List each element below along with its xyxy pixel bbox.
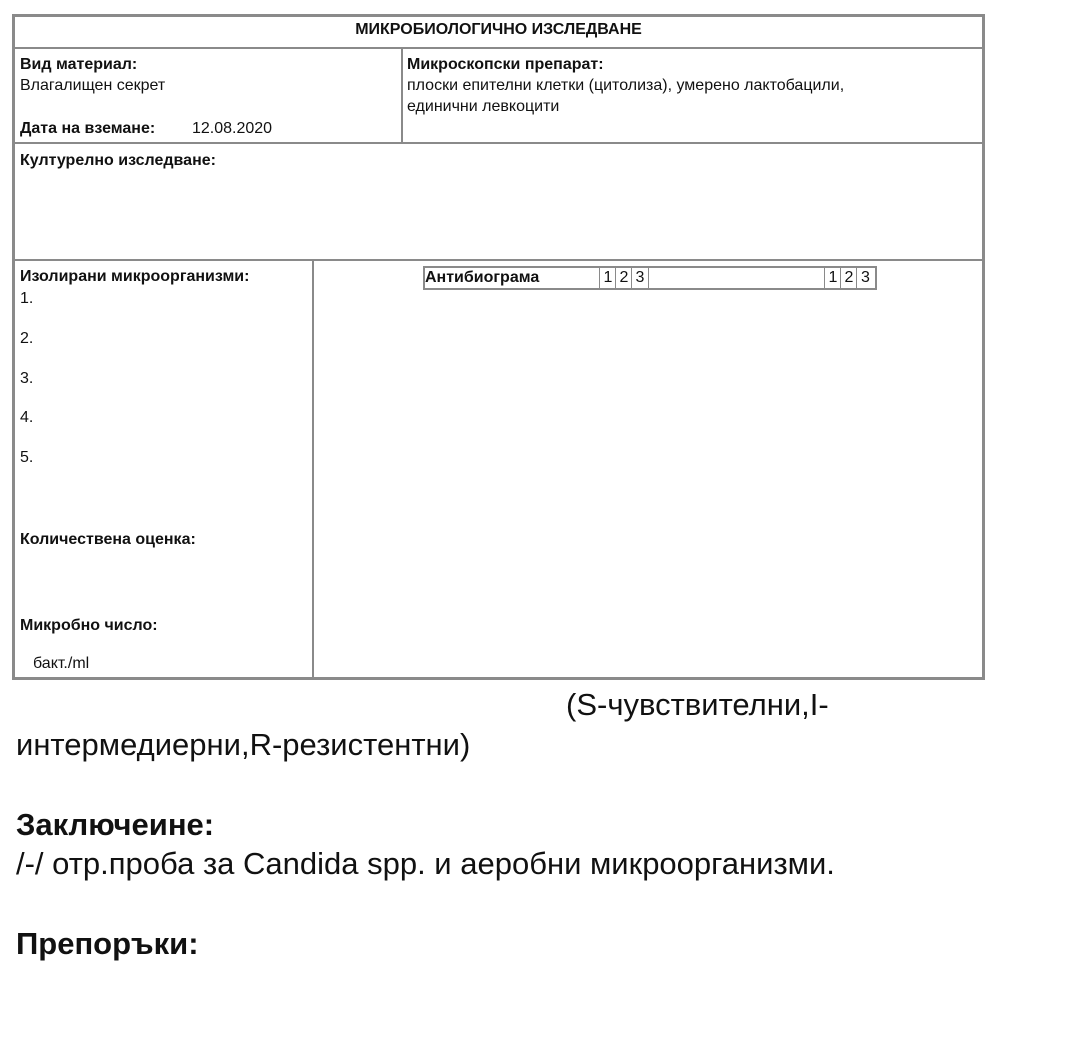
divider — [15, 142, 982, 144]
legend-line-2: интермедиерни,R-резистентни) — [16, 727, 471, 762]
divider — [15, 47, 982, 49]
culture-label: Културелно изследване: — [20, 152, 216, 169]
antibiogram-name-cell — [648, 268, 825, 288]
material-value: Влагалищен секрет — [20, 77, 166, 94]
isolated-item: 2. — [20, 330, 34, 347]
antibiogram-table — [423, 266, 877, 290]
microscopy-label: Микроскопски препарат: — [407, 56, 604, 73]
isolated-item: 5. — [20, 449, 34, 466]
isolated-item: 3. — [20, 370, 34, 387]
antibiogram-label: Антибиограма — [425, 269, 540, 286]
antibiogram-col: 2 — [840, 268, 857, 288]
antibiogram-col: 3 — [631, 268, 648, 288]
microscopy-line-1: плоски епителни клетки (цитолиза), умерено лактобацили, — [407, 77, 845, 94]
isolated-item: 1. — [20, 290, 34, 307]
conclusion-text: /-/ отр.проба за Candida spp. и аеробни микроорганизми. — [16, 846, 835, 881]
date-value: 12.08.2020 — [192, 120, 273, 137]
divider — [401, 47, 403, 143]
conclusion-label: Заключеине: — [16, 807, 215, 842]
antibiogram-col: 1 — [824, 268, 841, 288]
isolated-item: 4. — [20, 409, 34, 426]
count-label: Микробно число: — [20, 617, 158, 634]
form-title: МИКРОБИОЛОГИЧНО ИЗСЛЕДВАНЕ — [355, 21, 642, 38]
microscopy-line-2: единични левкоцити — [407, 98, 560, 115]
antibiogram-col: 2 — [615, 268, 632, 288]
antibiogram-col: 1 — [599, 268, 616, 288]
antibiogram-col: 3 — [856, 268, 874, 288]
divider — [15, 259, 982, 261]
microbiology-form — [12, 14, 985, 680]
date-label: Дата на вземане: — [20, 120, 156, 137]
quantitative-label: Количествена оценка: — [20, 531, 196, 548]
isolated-label: Изолирани микроорганизми: — [20, 268, 250, 285]
count-unit: бакт./ml — [33, 655, 90, 672]
recommendations-label: Препоръки: — [16, 926, 199, 961]
legend-line-1: (S-чувствителни,I- — [566, 687, 829, 722]
divider — [312, 259, 314, 677]
material-label: Вид материал: — [20, 56, 138, 73]
